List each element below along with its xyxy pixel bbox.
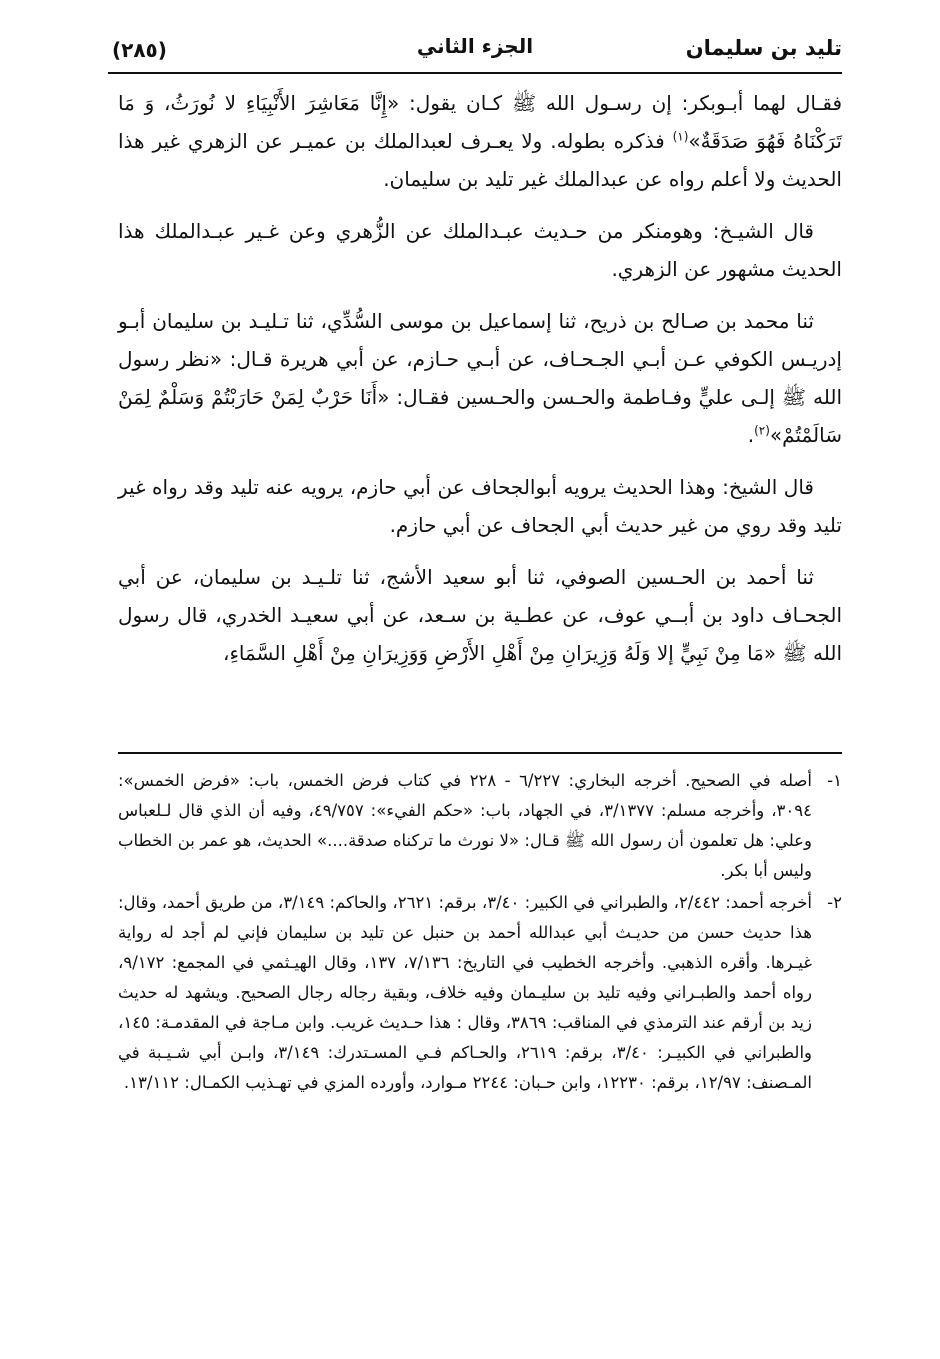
footnote-divider — [118, 752, 842, 754]
footnote-number: ٢- — [827, 893, 842, 912]
header-volume: الجزء الثاني — [416, 34, 534, 58]
paragraph-5: ثنا أحمد بن الحـسين الصوفي، ثنا أبو سعيد الأشج، ثنا تلـيـد بن سليمان، عن أبي الجحـاف داود بن أبــي عوف، عن عطـية بن سـعد، عن أبي سعيـد الخدري، قال رسول الله ﷺ «مَا مِنْ نَبِيٍّ إلا وَلَهُ وَزِيرَانِ مِنْ أَهْلِ الأَرْضِ وَوَزِيرَانِ مِنْ أَهْلِ السَّمَاءِ، — [118, 565, 842, 665]
footnote-1 — [118, 766, 842, 886]
footnote-2 — [118, 888, 842, 1098]
page-number: (٢٨٥) — [112, 38, 167, 62]
footnotes — [118, 766, 842, 1100]
paragraph-3-text: ثنا محمد بن صـالح بن ذريح، ثنا إسماعيل بن موسى السُّدِّي، ثنا تـليـد بن سليمان أبـو إدريـس الكوفي عـن أبـي الجـحـاف، عن أبـي حـازم، عن أبي هريرة قـال: «نظر رسول الله ﷺ إلـى عليٍّ وفـاطمة والحـسن والحـسين فقـال: «أَنَا حَرْبٌ لِمَنْ حَارَبْتُمْ وَسَلْمٌ لِمَنْ سَالَمْتُمْ» — [118, 309, 842, 447]
main-text — [118, 84, 842, 686]
paragraph-1-tail: فذكره بطوله. ولا يعـرف لعبدالملك بن عميـر عن الزهري غير هذا الحديث ولا أعلم رواه عن عبدالملك غير تليد بن سليمان. — [118, 129, 842, 191]
paragraph-2: قال الشيـخ: وهومنكر من حـديث عبـدالملك عن الزُّهري وعن غـير عبـدالملك هذا الحديث مشهور عن الزهري. — [118, 219, 842, 281]
running-header — [108, 30, 842, 70]
footnote-text: أصله في الصحيح. أخرجه البخاري: ٦/٢٢٧ - ٢٢٨ في كتاب فرض الخمس، باب: «فرض الخمس»: ٣٠٩٤، وأخرجه مسلم: ٣/١٣٧٧، في الجهاد، باب: «حكم الفيء»: ٤٩/٧٥٧، وفيه أن الذي قال لـلعباس وعلي: هل تعلمون أن رسول الله ﷺ قـال: «لا نورث ما تركناه صدقة....» الحديث، هو عمر بن الخطاب وليس أبا بكر. — [118, 771, 813, 880]
paragraph-3-tail: . — [747, 423, 755, 447]
footnote-marker-2: (٢) — [754, 423, 770, 438]
header-divider — [108, 72, 842, 74]
paragraph-1 — [118, 84, 842, 198]
header-author: تليد بن سليمان — [685, 36, 842, 60]
paragraph-3 — [118, 302, 842, 454]
footnote-marker-1: (١) — [672, 129, 689, 144]
footnote-text: أخرجه أحمد: ٢/٤٤٢، والطبراني في الكبير: ٣/٤٠، برقم: ٢٦٢١، والحاكم: ٣/١٤٩، من طريق أحمد، وقال: هذا حديث حسن من حديـث أبي عبدالله أحمد بن حنبل عن تليد بن سليمان فإني لم أجد له رواية غيـرها. وأقره الذهبي. وأخرجه الخطيب في التاريخ: ٧/١٣٦، ١٣٧، وقال الهيـثمي في المجمع: ٩/١٧٢، رواه أحمد والطبـراني وفيه تليد بن سليـمان وفيه خلاف، وبقية رجاله رجال الصحيح. ويشهد له حديث زيد بن أرقم عند الترمذي في المناقب: ٣٨٦٩، وقال : هذا حـديث غريب. وابن مـاجة في المقدمـة: ١٤٥، والطبراني في الكبيـر: ٣/٤٠، برقم: ٢٦١٩، والحـاكم فـي المسـتدرك: ٣/١٤٩، وابـن أبي شـيـبة في المـصنف: ١٢/٩٧، برقم: ١٢٢٣٠، وابن حـبان: ٢٢٤٤ مـوارد، وأورده المزي في تهـذيب الكمـال: ١٣/١١٢. — [118, 893, 813, 1092]
footnote-number: ١- — [827, 771, 842, 790]
paragraph-1-text: فقـال لهما أبـوبكر: إن رسـول الله ﷺ كـان يقول: «إِنَّا مَعَاشِرَ الأَنْبِيَاءِ لا نُورَثُ، وَ مَا تَرَكْنَاهُ فَهُوَ صَدَقَةٌ» — [118, 91, 842, 153]
paragraph-4: قال الشيخ: وهذا الحديث يرويه أبوالجحاف عن أبي حازم، يرويه عنه تليد وقد رواه غير تليد وقد روي من غير حديث أبي الجحاف عن أبي حازم. — [118, 475, 842, 537]
